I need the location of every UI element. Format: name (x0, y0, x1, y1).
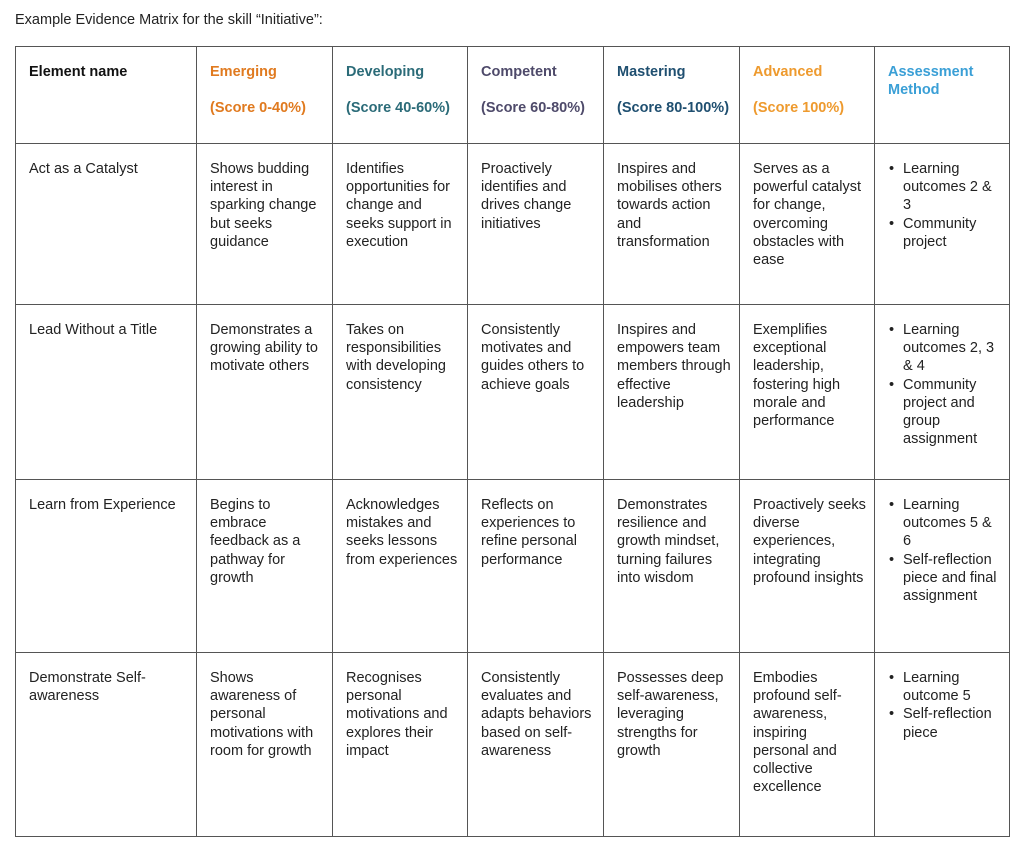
header-competent (468, 47, 604, 144)
table-row (16, 653, 1010, 837)
competent-cell: Reflects on experiences to refine personal performance (468, 480, 604, 653)
list-item: • Community project and group assignment (889, 376, 978, 448)
header-assessment-method: Assessment Method (875, 47, 1010, 144)
bullet-icon: • (889, 215, 895, 232)
bullet-icon: • (889, 551, 895, 568)
assessment-list (888, 496, 1001, 605)
evidence-matrix-table (15, 46, 1010, 837)
mastering-cell: Inspires and empowers team members through effective leadership (604, 305, 740, 480)
header-mastering (604, 47, 740, 144)
advanced-cell: Embodies profound self-awareness, inspiring personal and collective excellence (740, 653, 875, 837)
header-row (16, 47, 1010, 144)
header-emerging (197, 47, 333, 144)
table-row (16, 305, 1010, 480)
bullet-icon: • (889, 322, 895, 338)
bullet-icon: • (889, 161, 895, 177)
header-competent-name: Competent (481, 64, 557, 80)
table-row (16, 144, 1010, 305)
header-mastering-range: (Score 80-100%) (617, 100, 730, 117)
header-developing (333, 47, 468, 144)
competent-cell: Consistently evaluates and adapts behaviors based on self-awareness (468, 653, 604, 837)
emerging-cell: Shows awareness of personal motivations with room for growth (197, 653, 333, 837)
list-item: • Learning outcomes 2, 3 & 4 (889, 322, 995, 375)
advanced-cell: Exemplifies exceptional leadership, fostering high morale and performance (740, 305, 875, 480)
advanced-cell: Serves as a powerful catalyst for change, overcoming obstacles with ease (740, 144, 875, 305)
assessment-list (888, 669, 1001, 742)
bullet-icon: • (889, 670, 895, 686)
element-name-cell: Learn from Experience (16, 480, 197, 653)
list-item: • Learning outcomes 2 & 3 (889, 161, 992, 214)
developing-cell: Takes on responsibilities with developing consistency (333, 305, 468, 480)
assessment-cell (875, 480, 1010, 653)
emerging-cell: Demonstrates a growing ability to motivate others (197, 305, 333, 480)
bullet-icon: • (889, 706, 895, 723)
mastering-cell: Demonstrates resilience and growth mindset, turning failures into wisdom (604, 480, 740, 653)
header-element-name: Element name (16, 47, 197, 144)
header-advanced-range: (Score 100%) (753, 100, 845, 117)
list-item: • Learning outcomes 5 & 6 (889, 497, 992, 550)
table-row (16, 480, 1010, 653)
header-developing-name: Developing (346, 64, 425, 80)
header-mastering-name: Mastering (617, 64, 686, 80)
element-name-cell: Lead Without a Title (16, 305, 197, 480)
header-emerging-range: (Score 0-40%) (210, 100, 306, 117)
bullet-icon: • (889, 497, 895, 513)
list-item: • Self-reflection piece (889, 706, 992, 741)
document-caption: Example Evidence Matrix for the skill “Initiative”: (15, 12, 323, 28)
header-advanced (740, 47, 875, 144)
element-name-cell: Act as a Catalyst (16, 144, 197, 305)
mastering-cell: Possesses deep self-awareness, leveraging strengths for growth (604, 653, 740, 837)
developing-cell: Acknowledges mistakes and seeks lessons from experiences (333, 480, 468, 653)
assessment-cell (875, 653, 1010, 837)
header-emerging-name: Emerging (210, 64, 277, 80)
developing-cell: Recognises personal motivations and explores their impact (333, 653, 468, 837)
header-advanced-name: Advanced (753, 64, 823, 80)
assessment-cell (875, 144, 1010, 305)
list-item: • Community project (889, 215, 977, 250)
emerging-cell: Begins to embrace feedback as a pathway for growth (197, 480, 333, 653)
list-item: • Self-reflection piece and final assignment (889, 551, 997, 605)
header-competent-range: (Score 60-80%) (481, 100, 585, 117)
competent-cell: Consistently motivates and guides others to achieve goals (468, 305, 604, 480)
assessment-list (888, 160, 1001, 251)
list-item: • Learning outcome 5 (889, 670, 971, 705)
emerging-cell: Shows budding interest in sparking change but seeks guidance (197, 144, 333, 305)
developing-cell: Identifies opportunities for change and seeks support in execution (333, 144, 468, 305)
advanced-cell: Proactively seeks diverse experiences, integrating profound insights (740, 480, 875, 653)
header-developing-range: (Score 40-60%) (346, 100, 450, 117)
competent-cell: Proactively identifies and drives change initiatives (468, 144, 604, 305)
mastering-cell: Inspires and mobilises others towards action and transformation (604, 144, 740, 305)
assessment-cell (875, 305, 1010, 480)
assessment-list (888, 321, 1001, 448)
bullet-icon: • (889, 376, 895, 393)
element-name-cell: Demonstrate Self-awareness (16, 653, 197, 837)
